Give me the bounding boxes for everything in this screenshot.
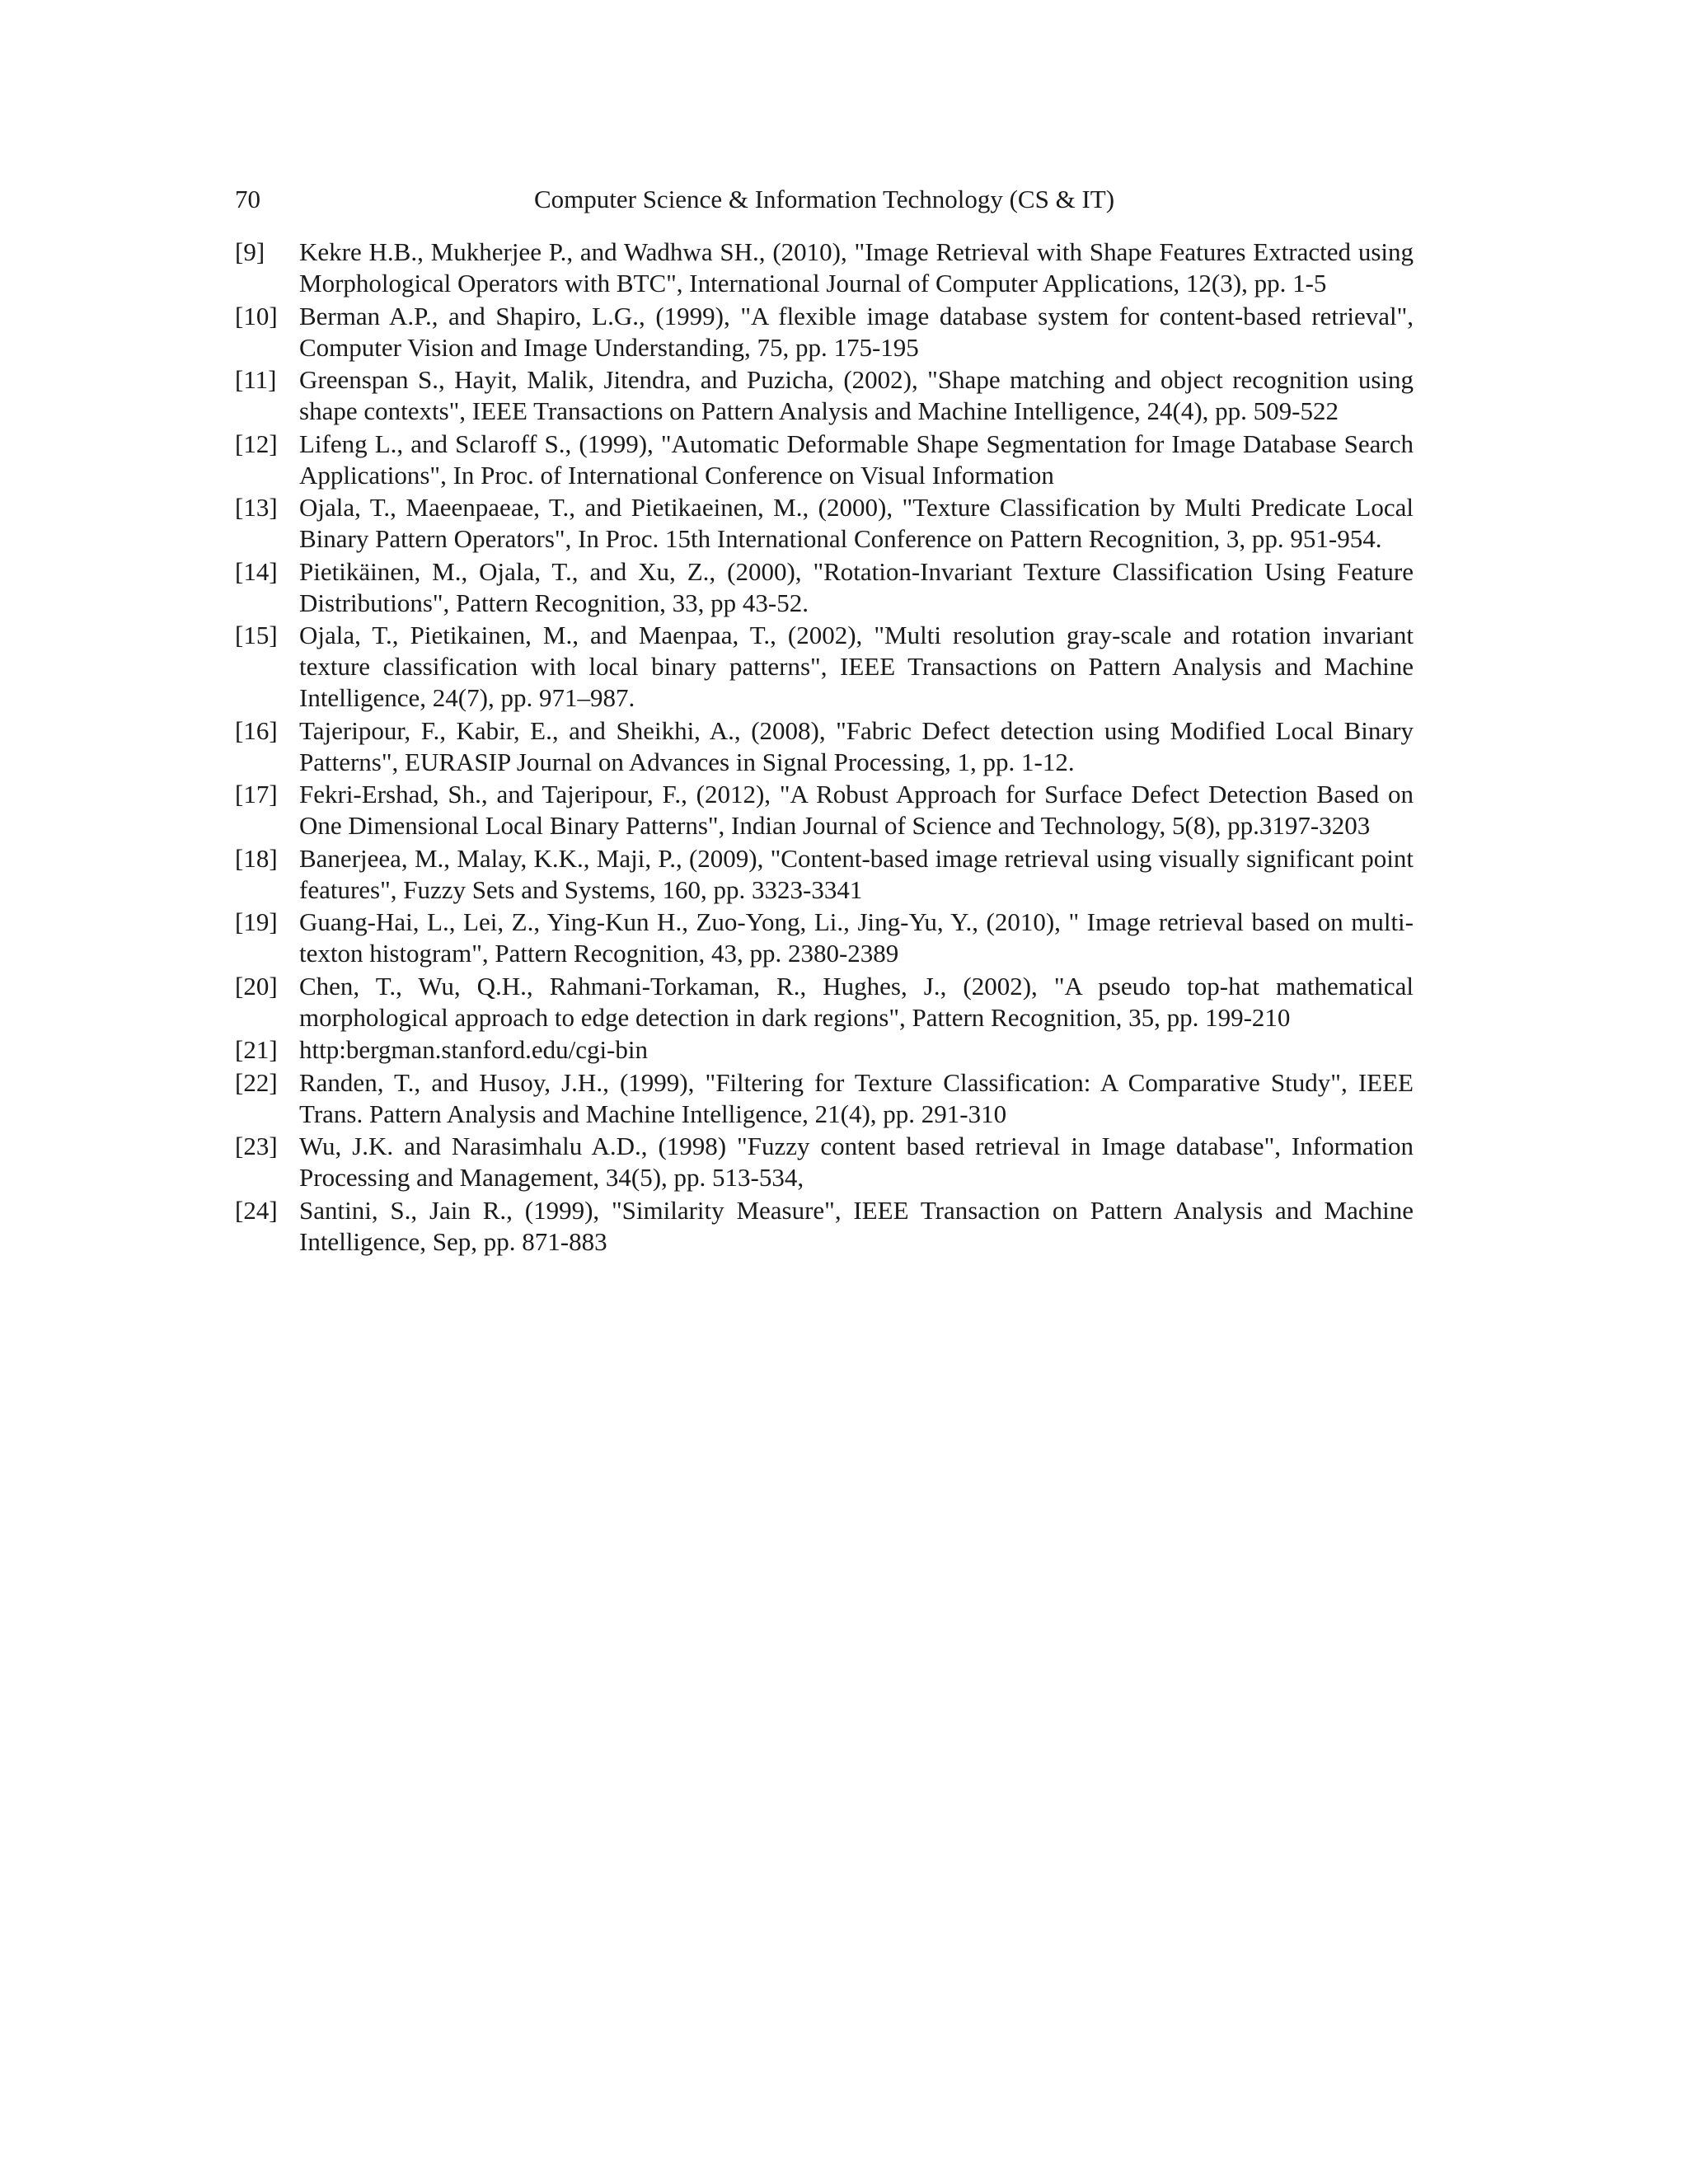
reference-text: http:bergman.stanford.edu/cgi-bin bbox=[299, 1035, 648, 1064]
reference-number: [20] bbox=[235, 971, 278, 1001]
running-title: Computer Science & Information Technology (CS & IT) bbox=[533, 185, 1115, 213]
reference-text: Kekre H.B., Mukherjee P., and Wadhwa SH., (2010), "Image Retrieval with Shape Features Extracted using Morphological Operators with BTC", International Journal of Computer Applications, 12(3), pp. 1-5 bbox=[299, 237, 1414, 298]
reference-entry bbox=[235, 364, 1414, 427]
reference-text: Pietikäinen, M., Ojala, T., and Xu, Z., (2000), "Rotation-Invariant Texture Classification Using Feature Distributions", Pattern Recognition, 33, pp 43-52. bbox=[299, 556, 1414, 617]
reference-entry bbox=[235, 556, 1414, 619]
reference-text: Banerjeea, M., Malay, K.K., Maji, P., (2009), "Content-based image retrieval using visually significant point features", Fuzzy Sets and Systems, 160, pp. 3323-3341 bbox=[299, 843, 1414, 904]
reference-text: Fekri-Ershad, Sh., and Tajeripour, F., (2012), "A Robust Approach for Surface Defect Detection Based on One Dimensional Local Binary Patterns", Indian Journal of Science and Technology, 5(8), pp.3197-3203 bbox=[299, 780, 1414, 840]
reference-number: [23] bbox=[235, 1132, 278, 1160]
reference-entry bbox=[235, 1131, 1414, 1193]
reference-number: [13] bbox=[235, 493, 278, 522]
reference-entry bbox=[235, 1067, 1414, 1130]
reference-number: [14] bbox=[235, 556, 278, 586]
reference-entry bbox=[235, 1195, 1414, 1258]
reference-number: [11] bbox=[235, 365, 277, 394]
reference-text: Tajeripour, F., Kabir, E., and Sheikhi, A., (2008), "Fabric Defect detection using Modified Local Binary Patterns", EURASIP Journal on Advances in Signal Processing, 1, pp. 1-12. bbox=[299, 715, 1414, 776]
reference-entry bbox=[235, 971, 1414, 1033]
reference-text: Chen, T., Wu, Q.H., Rahmani-Torkaman, R., Hughes, J., (2002), "A pseudo top-hat mathematical morphological approach to edge detection in dark regions", Pattern Recognition, 35, pp. 199-210 bbox=[299, 971, 1414, 1032]
reference-number: [22] bbox=[235, 1067, 278, 1097]
reference-number: [12] bbox=[235, 429, 278, 458]
reference-number: [10] bbox=[235, 301, 278, 330]
reference-entry bbox=[235, 237, 1414, 299]
reference-entry bbox=[235, 715, 1414, 778]
reference-text: Wu, J.K. and Narasimhalu A.D., (1998) "Fuzzy content based retrieval in Image database", Information Processing and Management, 34(5), pp. 513-534, bbox=[299, 1132, 1414, 1192]
reference-number: [16] bbox=[235, 715, 278, 745]
reference-entry bbox=[235, 843, 1414, 906]
reference-entry bbox=[235, 301, 1414, 363]
reference-number: [19] bbox=[235, 907, 278, 936]
reference-text: Randen, T., and Husoy, J.H., (1999), "Filtering for Texture Classification: A Comparative Study", IEEE Trans. Pattern Analysis and Machine Intelligence, 21(4), pp. 291-310 bbox=[299, 1067, 1414, 1128]
reference-text: Ojala, T., Maeenpaeae, T., and Pietikaeinen, M., (2000), "Texture Classification by Multi Predicate Local Binary Pattern Operators", In Proc. 15th International Conference on Pattern Recognition, 3, pp. 951-954. bbox=[299, 493, 1414, 553]
reference-text: Guang-Hai, L., Lei, Z., Ying-Kun H., Zuo-Yong, Li., Jing-Yu, Y., (2010), " Image retrieval based on multi-texton histogram", Pattern Recognition, 43, pp. 2380-2389 bbox=[299, 907, 1414, 968]
reference-number: [24] bbox=[235, 1195, 278, 1225]
reference-entry bbox=[235, 1034, 1414, 1066]
reference-entry bbox=[235, 779, 1414, 841]
reference-entry bbox=[235, 492, 1414, 555]
reference-text: Santini, S., Jain R., (1999), "Similarity Measure", IEEE Transaction on Pattern Analysis and Machine Intelligence, Sep, pp. 871-883 bbox=[299, 1195, 1414, 1256]
reference-entry bbox=[235, 620, 1414, 714]
page-number: 70 bbox=[235, 185, 260, 213]
reference-text: Lifeng L., and Sclaroff S., (1999), "Automatic Deformable Shape Segmentation for Image Database Search Applications", In Proc. of International Conference on Visual Information bbox=[299, 429, 1414, 490]
reference-list bbox=[235, 237, 1414, 1258]
reference-number: [9] bbox=[235, 237, 265, 266]
reference-entry bbox=[235, 429, 1414, 491]
reference-text: Ojala, T., Pietikainen, M., and Maenpaa, T., (2002), "Multi resolution gray-scale and rotation invariant texture classification with local binary patterns", IEEE Transactions on Pattern Analysis and Machine Intelligence, 24(7), pp. 971–987. bbox=[299, 621, 1414, 712]
reference-text: Berman A.P., and Shapiro, L.G., (1999), "A flexible image database system for content-based retrieval", Computer Vision and Image Understanding, 75, pp. 175-195 bbox=[299, 301, 1414, 362]
reference-text: Greenspan S., Hayit, Malik, Jitendra, and Puzicha, (2002), "Shape matching and object recognition using shape contexts", IEEE Transactions on Pattern Analysis and Machine Intelligence, 24(4), pp. 509-522 bbox=[299, 365, 1414, 425]
reference-entry bbox=[235, 907, 1414, 969]
reference-number: [15] bbox=[235, 621, 278, 649]
page-header bbox=[235, 183, 1414, 216]
reference-number: [21] bbox=[235, 1035, 278, 1064]
reference-number: [17] bbox=[235, 780, 278, 808]
reference-number: [18] bbox=[235, 843, 278, 873]
